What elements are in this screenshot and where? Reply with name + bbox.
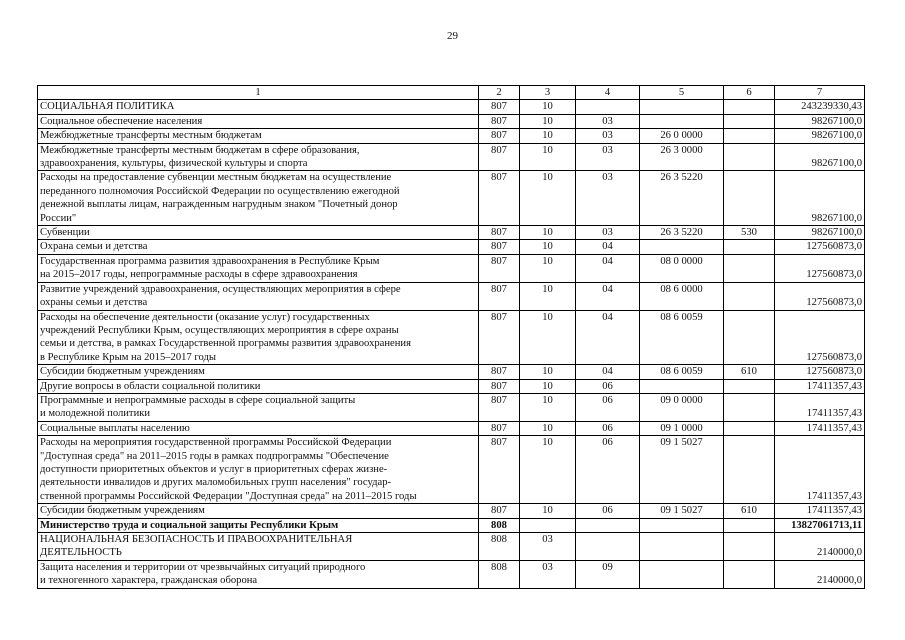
chapter-code-cell: 807 xyxy=(479,504,520,518)
amount-cell: 127560873,0 xyxy=(775,310,865,365)
row-name-cell: Субвенции xyxy=(38,226,479,240)
section-code-cell: 10 xyxy=(520,504,576,518)
subsection-code-cell: 06 xyxy=(576,436,640,504)
chapter-code-cell: 808 xyxy=(479,533,520,561)
table-row xyxy=(38,365,865,379)
row-name-cell: Расходы на мероприятия государственной программы Российской Федерации "Доступная среда" на 2011–2015 годы в рамках подпрограммы "Обеспечение доступности приоритетных объектов и услуг в приоритетных сферах жизне- деятельности инвалидов и других маломобильных групп населения" государ- ственной программы Российской Федерации "Доступная среда" на 2011–2015 годы xyxy=(38,436,479,504)
table-header-row xyxy=(38,86,865,100)
row-name-cell: Субсидии бюджетным учреждениям xyxy=(38,504,479,518)
expense-type-cell xyxy=(724,282,775,310)
row-name-cell: Межбюджетные трансферты местным бюджетам в сфере образования, здравоохранения, культуры, физической культуры и спорта xyxy=(38,143,479,171)
expense-type-cell xyxy=(724,393,775,421)
target-article-cell: 09 1 5027 xyxy=(640,436,724,504)
target-article-cell: 08 6 0059 xyxy=(640,310,724,365)
row-name-cell: Другие вопросы в области социальной политики xyxy=(38,379,479,393)
row-name-cell: СОЦИАЛЬНАЯ ПОЛИТИКА xyxy=(38,100,479,114)
target-article-cell: 26 3 0000 xyxy=(640,143,724,171)
header-cell: 4 xyxy=(576,86,640,100)
amount-cell: 98267100,0 xyxy=(775,171,865,226)
amount-cell: 98267100,0 xyxy=(775,226,865,240)
section-code-cell: 10 xyxy=(520,114,576,128)
table-row xyxy=(38,226,865,240)
row-name-cell: Министерство труда и социальной защиты Республики Крым xyxy=(38,518,479,532)
header-cell: 7 xyxy=(775,86,865,100)
subsection-code-cell: 06 xyxy=(576,379,640,393)
subsection-code-cell: 06 xyxy=(576,421,640,435)
section-code-cell: 10 xyxy=(520,436,576,504)
section-code-cell: 10 xyxy=(520,393,576,421)
section-code-cell xyxy=(520,518,576,532)
chapter-code-cell: 807 xyxy=(479,436,520,504)
expense-type-cell xyxy=(724,310,775,365)
subsection-code-cell: 09 xyxy=(576,560,640,588)
chapter-code-cell: 807 xyxy=(479,421,520,435)
row-name-cell: Социальные выплаты населению xyxy=(38,421,479,435)
subsection-code-cell xyxy=(576,533,640,561)
subsection-code-cell: 03 xyxy=(576,171,640,226)
expense-type-cell xyxy=(724,533,775,561)
expense-type-cell xyxy=(724,143,775,171)
table-row xyxy=(38,560,865,588)
section-code-cell: 10 xyxy=(520,171,576,226)
subsection-code-cell: 03 xyxy=(576,226,640,240)
table-row xyxy=(38,393,865,421)
row-name-cell: Государственная программа развития здравоохранения в Республике Крым на 2015–2017 годы, непрограммные расходы в сфере здравоохранения xyxy=(38,254,479,282)
chapter-code-cell: 808 xyxy=(479,518,520,532)
header-cell: 6 xyxy=(724,86,775,100)
amount-cell: 2140000,0 xyxy=(775,560,865,588)
expense-type-cell xyxy=(724,100,775,114)
chapter-code-cell: 807 xyxy=(479,171,520,226)
subsection-code-cell: 06 xyxy=(576,393,640,421)
header-cell: 5 xyxy=(640,86,724,100)
target-article-cell xyxy=(640,100,724,114)
subsection-code-cell: 04 xyxy=(576,365,640,379)
row-name-cell: Межбюджетные трансферты местным бюджетам xyxy=(38,129,479,143)
amount-cell: 98267100,0 xyxy=(775,129,865,143)
table-row xyxy=(38,254,865,282)
target-article-cell: 08 0 0000 xyxy=(640,254,724,282)
expense-type-cell xyxy=(724,114,775,128)
amount-cell: 127560873,0 xyxy=(775,365,865,379)
amount-cell: 98267100,0 xyxy=(775,143,865,171)
subsection-code-cell: 03 xyxy=(576,129,640,143)
amount-cell: 2140000,0 xyxy=(775,533,865,561)
section-code-cell: 10 xyxy=(520,310,576,365)
expense-type-cell xyxy=(724,560,775,588)
chapter-code-cell: 807 xyxy=(479,254,520,282)
section-code-cell: 10 xyxy=(520,143,576,171)
section-code-cell: 03 xyxy=(520,533,576,561)
target-article-cell: 09 1 0000 xyxy=(640,421,724,435)
subsection-code-cell: 03 xyxy=(576,143,640,171)
table-row xyxy=(38,171,865,226)
expense-type-cell: 610 xyxy=(724,365,775,379)
table-row xyxy=(38,143,865,171)
amount-cell: 243239330,43 xyxy=(775,100,865,114)
expense-type-cell xyxy=(724,421,775,435)
page-number: 29 xyxy=(447,30,458,42)
subsection-code-cell: 03 xyxy=(576,114,640,128)
expense-type-cell: 610 xyxy=(724,504,775,518)
expense-type-cell xyxy=(724,240,775,254)
row-name-cell: Расходы на обеспечение деятельности (оказание услуг) государственных учреждений Республики Крым, осуществляющих мероприятия в сфере охраны семьи и детства, в рамках Государственной программы развития здравоохранения в Республике Крым на 2015–2017 годы xyxy=(38,310,479,365)
target-article-cell: 09 0 0000 xyxy=(640,393,724,421)
chapter-code-cell: 807 xyxy=(479,114,520,128)
amount-cell: 98267100,0 xyxy=(775,114,865,128)
table-row xyxy=(38,518,865,532)
table-row xyxy=(38,379,865,393)
target-article-cell xyxy=(640,240,724,254)
section-code-cell: 10 xyxy=(520,282,576,310)
chapter-code-cell: 807 xyxy=(479,129,520,143)
row-name-cell: Охрана семьи и детства xyxy=(38,240,479,254)
amount-cell: 17411357,43 xyxy=(775,436,865,504)
section-code-cell: 10 xyxy=(520,365,576,379)
expense-type-cell xyxy=(724,518,775,532)
row-name-cell: Программные и непрограммные расходы в сфере социальной защиты и молодежной политики xyxy=(38,393,479,421)
amount-cell: 17411357,43 xyxy=(775,421,865,435)
subsection-code-cell: 04 xyxy=(576,282,640,310)
subsection-code-cell: 04 xyxy=(576,254,640,282)
expense-type-cell xyxy=(724,129,775,143)
header-cell: 3 xyxy=(520,86,576,100)
table-row xyxy=(38,114,865,128)
target-article-cell xyxy=(640,379,724,393)
subsection-code-cell: 04 xyxy=(576,310,640,365)
section-code-cell: 10 xyxy=(520,379,576,393)
expense-type-cell: 530 xyxy=(724,226,775,240)
header-cell: 1 xyxy=(38,86,479,100)
chapter-code-cell: 808 xyxy=(479,560,520,588)
table-row xyxy=(38,504,865,518)
table-row xyxy=(38,533,865,561)
table-row xyxy=(38,421,865,435)
expense-type-cell xyxy=(724,254,775,282)
table-row xyxy=(38,282,865,310)
amount-cell: 17411357,43 xyxy=(775,504,865,518)
row-name-cell: НАЦИОНАЛЬНАЯ БЕЗОПАСНОСТЬ И ПРАВООХРАНИТЕЛЬНАЯ ДЕЯТЕЛЬНОСТЬ xyxy=(38,533,479,561)
chapter-code-cell: 807 xyxy=(479,100,520,114)
expense-type-cell xyxy=(724,436,775,504)
chapter-code-cell: 807 xyxy=(479,310,520,365)
row-name-cell: Расходы на предоставление субвенции местным бюджетам на осуществление переданного полномочия Российской Федерации по осуществлению ежегодной денежной выплаты лицам, награжденным нагрудным знаком "Почетный донор России" xyxy=(38,171,479,226)
section-code-cell: 10 xyxy=(520,226,576,240)
expense-type-cell xyxy=(724,171,775,226)
subsection-code-cell xyxy=(576,518,640,532)
chapter-code-cell: 807 xyxy=(479,379,520,393)
chapter-code-cell: 807 xyxy=(479,240,520,254)
amount-cell: 127560873,0 xyxy=(775,282,865,310)
row-name-cell: Субсидии бюджетным учреждениям xyxy=(38,365,479,379)
target-article-cell: 08 6 0059 xyxy=(640,365,724,379)
chapter-code-cell: 807 xyxy=(479,226,520,240)
subsection-code-cell xyxy=(576,100,640,114)
target-article-cell: 26 3 5220 xyxy=(640,226,724,240)
subsection-code-cell: 04 xyxy=(576,240,640,254)
section-code-cell: 10 xyxy=(520,100,576,114)
target-article-cell xyxy=(640,114,724,128)
chapter-code-cell: 807 xyxy=(479,143,520,171)
table-row xyxy=(38,129,865,143)
amount-cell: 127560873,0 xyxy=(775,254,865,282)
table-row xyxy=(38,310,865,365)
amount-cell: 17411357,43 xyxy=(775,379,865,393)
section-code-cell: 10 xyxy=(520,240,576,254)
target-article-cell: 09 1 5027 xyxy=(640,504,724,518)
subsection-code-cell: 06 xyxy=(576,504,640,518)
amount-cell: 13827061713,11 xyxy=(775,518,865,532)
section-code-cell: 03 xyxy=(520,560,576,588)
row-name-cell: Защита населения и территории от чрезвычайных ситуаций природного и техногенного характера, гражданская оборона xyxy=(38,560,479,588)
target-article-cell xyxy=(640,560,724,588)
header-cell: 2 xyxy=(479,86,520,100)
target-article-cell xyxy=(640,533,724,561)
table-row xyxy=(38,100,865,114)
section-code-cell: 10 xyxy=(520,129,576,143)
chapter-code-cell: 807 xyxy=(479,393,520,421)
chapter-code-cell: 807 xyxy=(479,282,520,310)
target-article-cell: 08 6 0000 xyxy=(640,282,724,310)
target-article-cell xyxy=(640,518,724,532)
row-name-cell: Социальное обеспечение населения xyxy=(38,114,479,128)
table-row xyxy=(38,436,865,504)
target-article-cell: 26 3 5220 xyxy=(640,171,724,226)
expense-type-cell xyxy=(724,379,775,393)
section-code-cell: 10 xyxy=(520,421,576,435)
amount-cell: 17411357,43 xyxy=(775,393,865,421)
chapter-code-cell: 807 xyxy=(479,365,520,379)
section-code-cell: 10 xyxy=(520,254,576,282)
table-row xyxy=(38,240,865,254)
amount-cell: 127560873,0 xyxy=(775,240,865,254)
budget-table xyxy=(37,85,865,589)
target-article-cell: 26 0 0000 xyxy=(640,129,724,143)
row-name-cell: Развитие учреждений здравоохранения, осуществляющих мероприятия в сфере охраны семьи и детства xyxy=(38,282,479,310)
